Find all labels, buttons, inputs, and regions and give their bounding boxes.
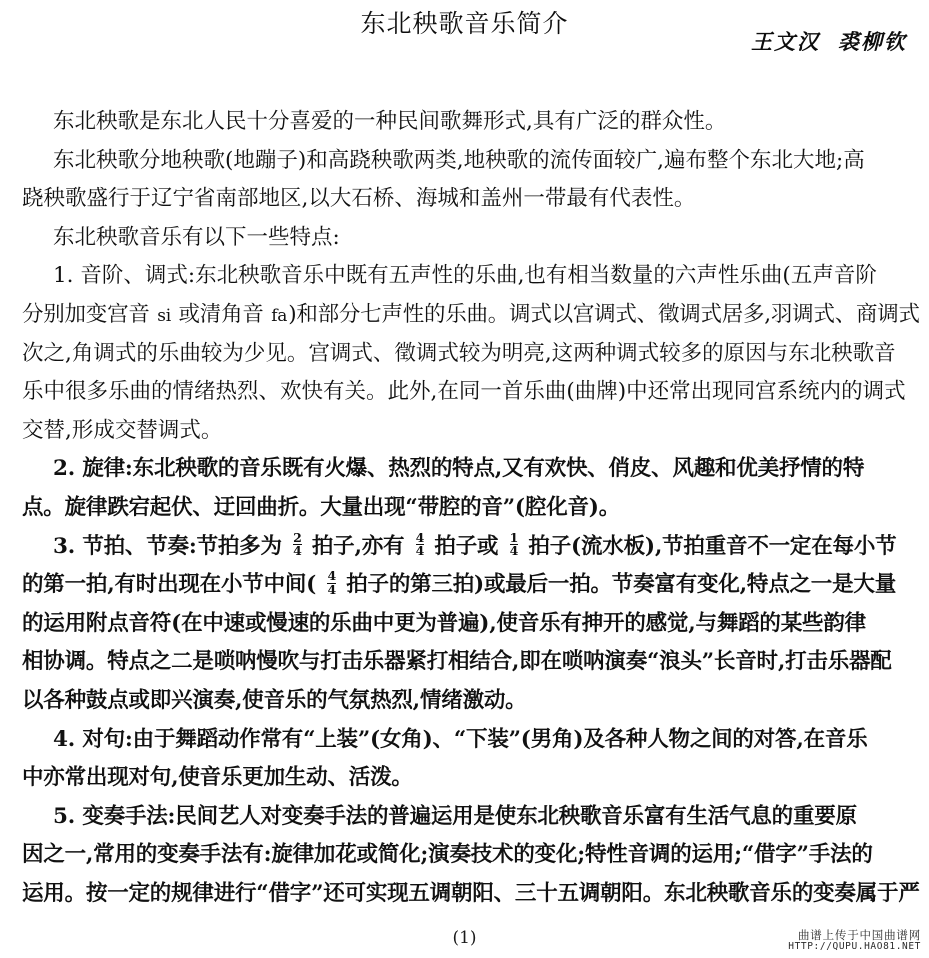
time-signature-numerator: 4	[327, 568, 336, 584]
solfege-syllable: fa	[271, 305, 288, 326]
text-line: 5. 变奏手法:民间艺人对变奏手法的普遍运用是使东北秧歌音乐富有生活气息的重要原	[53, 803, 857, 829]
text-line: 跷秧歌盛行于辽宁省南部地区,以大石桥、海城和盖州一带最有代表性。	[22, 186, 696, 212]
author-byline	[751, 28, 907, 56]
text-line: 运用。按一定的规律进行“借字”还可实现五调朝阳、三十五调朝阳。东北秧歌音乐的变奏属于严	[22, 880, 920, 906]
watermark-chinese: 曲谱上传于中国曲谱网	[798, 928, 921, 942]
text-line: 相协调。特点之二是唢呐慢吹与打击乐器紧打相结合,即在唢呐演奏“浪头”长音时,打击乐器配	[22, 649, 892, 675]
text-line: 分别加变宫音 si 或清角音 fa)和部分七声性的乐曲。调式以宫调式、徵调式居多,羽调式、商调式	[22, 301, 920, 327]
text-line: 东北秧歌分地秧歌(地蹦子)和高跷秧歌两类,地秧歌的流传面较广,遍布整个东北大地;高	[53, 147, 865, 173]
text-line: 次之,角调式的乐曲较为少见。宫调式、徵调式较为明亮,这两种调式较多的原因与东北秧歌音	[22, 340, 896, 366]
time-signature	[327, 570, 336, 597]
text-line: 2. 旋律:东北秧歌的音乐既有火爆、热烈的特点,又有欢快、俏皮、风趣和优美抒情的特	[53, 456, 865, 482]
time-signature	[509, 529, 519, 559]
time-signature-numerator: 4	[415, 529, 425, 545]
time-signature-numerator: 1	[509, 529, 519, 545]
time-signature-denominator: 4	[327, 581, 336, 597]
time-signature-denominator: 4	[293, 543, 302, 559]
site-watermark	[788, 929, 921, 953]
time-signature-denominator: 4	[415, 543, 425, 559]
article-body	[22, 103, 920, 913]
time-signature-denominator: 4	[509, 543, 519, 559]
solfege-syllable: si	[157, 305, 171, 326]
text-line: 因之一,常用的变奏手法有:旋律加花或简化;演奏技术的变化;特性音调的运用;“借字”手法的	[22, 842, 873, 868]
text-line: 中亦常出现对句,使音乐更加生动、活泼。	[22, 765, 413, 791]
author-name-1: 王文汉	[751, 29, 820, 54]
text-line: 1. 音阶、调式:东北秧歌音乐中既有五声性的乐曲,也有相当数量的六声性乐曲(五声音阶	[53, 263, 877, 289]
page-title: 东北秧歌音乐简介	[360, 9, 569, 38]
text-line: 以各种鼓点或即兴演奏,使音乐的气氛热烈,情绪激动。	[22, 687, 527, 713]
author-name-2: 裘柳钦	[838, 29, 907, 54]
text-line: 的运用附点音符(在中速或慢速的乐曲中更为普遍),使音乐有抻开的感觉,与舞蹈的某些韵律	[22, 610, 866, 636]
text-line: 3. 节拍、节奏:节拍多为 $\frac{2}{4}$ 拍子,亦有 $\frac{4}{4}$ 拍子或 $\frac{1}{4}$ 拍子(流水板),节拍重音不一定在每小节	[53, 529, 897, 559]
text-line: 4. 对句:由于舞蹈动作常有“上装”(女角)、“下装”(男角)及各种人物之间的对答,在音乐	[53, 726, 868, 752]
text-line: 的第一拍,有时出现在小节中间( $\frac{4}{4}$ 拍子的第三拍)或最后一拍。节奏富有变化,特点之一是大量	[22, 568, 896, 598]
page-number: (1)	[452, 928, 477, 948]
time-signature-numerator: 2	[293, 529, 302, 545]
text-line: 点。旋律跌宕起伏、迂回曲折。大量出现“带腔的音”(腔化音)。	[22, 494, 621, 520]
text-line: 乐中很多乐曲的情绪热烈、欢快有关。此外,在同一首乐曲(曲牌)中还常出现同宫系统内的调式	[22, 379, 906, 405]
time-signature	[415, 529, 425, 559]
time-signature	[293, 529, 302, 559]
text-line: 交替,形成交替调式。	[22, 417, 223, 443]
watermark-url: HTTP://QUPU.HAO81.NET	[788, 940, 921, 952]
text-line: 东北秧歌是东北人民十分喜爱的一种民间歌舞形式,具有广泛的群众性。	[53, 109, 727, 134]
text-line: 东北秧歌音乐有以下一些特点:	[53, 224, 340, 250]
